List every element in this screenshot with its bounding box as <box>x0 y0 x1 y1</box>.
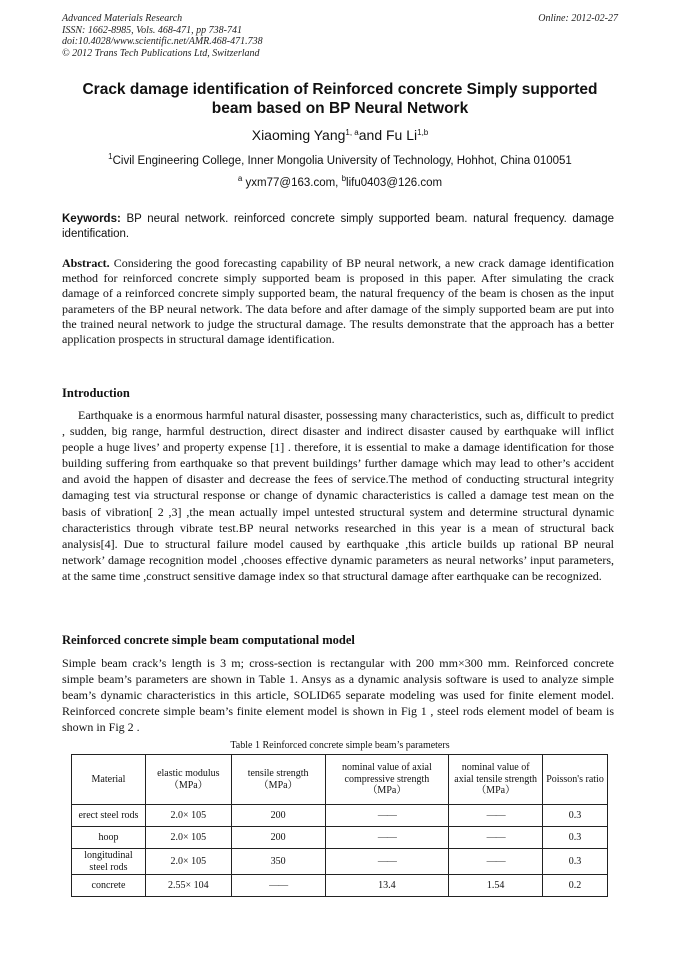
email-line <box>62 174 618 189</box>
model-body: Simple beam crack’s length is 3 m; cross-section is rectangular with 200 mm×300 mm. Reinforced concrete simple beam’s parameters are shown in Table 1. Ansys as a dynamic analysis software is used to analyze simple beam’s dynamic characteristics in this article, SOLID65 separate modeling was used for finite element model. Reinforced concrete simple beam’s finite element model is shown in Fig 1 , steel rods element model of beam is shown in Fig 2 . <box>62 656 614 735</box>
table-cell: hoop <box>72 827 146 849</box>
table-row <box>72 805 608 827</box>
table-cell: —— <box>449 827 543 849</box>
table-cell: erect steel rods <box>72 805 146 827</box>
table-cell: concrete <box>72 875 146 897</box>
affiliation-text: Civil Engineering College, Inner Mongolia University of Technology, Hohhot, China 010051 <box>112 155 572 167</box>
table-cell: 0.3 <box>543 849 608 875</box>
table-cell: —— <box>325 805 449 827</box>
table-header-cell: nominal value of axial tensile strength （MPa） <box>449 755 543 805</box>
affiliation <box>62 152 618 167</box>
author-2: and Fu Li <box>358 127 418 143</box>
table-caption: Table 1 Reinforced concrete simple beam’s parameters <box>230 740 450 751</box>
table-cell: —— <box>449 849 543 875</box>
keywords-label: Keywords: <box>62 213 121 225</box>
journal-header <box>62 13 618 59</box>
model-heading: Reinforced concrete simple beam computational model <box>62 633 355 647</box>
email-b-mark: b <box>341 174 347 183</box>
introduction-heading: Introduction <box>62 386 130 400</box>
affiliation-mark: 1 <box>108 152 113 161</box>
table-cell: 2.0× 105 <box>145 827 231 849</box>
parameters-table <box>71 754 608 897</box>
doi-line[interactable]: doi:10.4028/www.scientific.net/AMR.468-471.738 <box>62 36 263 47</box>
table-header-row <box>72 755 608 805</box>
table-cell: 200 <box>231 827 325 849</box>
table-header-cell: nominal value of axial compressive strength （MPa） <box>325 755 449 805</box>
table-cell: 200 <box>231 805 325 827</box>
table-cell: 2.0× 105 <box>145 849 231 875</box>
table-row <box>72 827 608 849</box>
abstract <box>62 256 614 347</box>
table-cell: 350 <box>231 849 325 875</box>
table-cell: 13.4 <box>325 875 449 897</box>
table-cell: 2.0× 105 <box>145 805 231 827</box>
keywords <box>62 212 614 242</box>
table-cell: 0.3 <box>543 805 608 827</box>
email-a-mark: a <box>237 174 243 183</box>
keywords-text: BP neural network. reinforced concrete simply supported beam. natural frequency. damage identification. <box>62 213 614 240</box>
email-a[interactable]: yxm77@163.com, <box>245 177 339 189</box>
introduction-body: Earthquake is a enormous harmful natural disaster, possessing many characteristics, such as, difficult to predict , sudden, big range, harmful destruction, direct disaster and indirect disaster caused by earthquake will inflict people a huge lives’ and property expense [1] . therefore, it is essential to make a damage identification for those building suffering from earthquake so that prevent buildings’ further damage which may lead to other’s accident and avoid the happen of disaster and decrease the fees of service.The method of conducting structural integrity damaging test via structural response or change of dynamic characteristics is called a damage test mean on the basis of vibration[ 2 ,3] ,the mean actually impel untested structural system and determine structural dynamic characteristics through vibrate test.BP neural networks researched in this year is a mean of structural back analysis[4]. Due to structural failure model caused by earthquake ,this article builds up rational BP neural network’ damage recognition model ,chooses effective dynamic parameters as neural networks’ input parameters, at the same time ,construct sensitive damage index so that structural damage after earthquake can be recognized. <box>62 408 614 583</box>
email-b[interactable]: lifu0403@126.com <box>346 177 443 189</box>
table-cell: 0.3 <box>543 827 608 849</box>
copyright-line: © 2012 Trans Tech Publications Ltd, Switzerland <box>62 47 260 59</box>
table-cell: 0.2 <box>543 875 608 897</box>
table-cell: —— <box>325 849 449 875</box>
online-date: Online: 2012-02-27 <box>538 13 618 24</box>
table-cell: —— <box>325 827 449 849</box>
author-1: Xiaoming Yang <box>251 127 346 143</box>
issn-line: ISSN: 1662-8985, Vols. 468-471, pp 738-741 <box>62 24 242 36</box>
table-header-cell: elastic modulus （MPa） <box>145 755 231 805</box>
table-row <box>72 875 608 897</box>
table-cell: 2.55× 104 <box>145 875 231 897</box>
abstract-text: Considering the good forecasting capability of BP neural network, a new crack damage identification method for reinforced concrete simply supported beam is proposed in this paper. After simulating the crack damage of a reinforced concrete simply supported beam, the natural frequency of the beam is chosen as the input parameters of the BP neural network. The data before and after damage of the simply supported beam are put into the trained neural network to judge the structural damage. The results demonstrate that the approach has a better application prospects in structural damage identification. <box>62 256 614 347</box>
table-cell: 1.54 <box>449 875 543 897</box>
table-header-cell: tensile strength （MPa） <box>231 755 325 805</box>
table-row <box>72 849 608 875</box>
table-cell: —— <box>231 875 325 897</box>
author-2-affil: 1,b <box>417 128 429 137</box>
table-cell: —— <box>449 805 543 827</box>
table-header-cell: Poisson's ratio <box>543 755 608 805</box>
author-1-affil: 1, a <box>345 128 359 137</box>
paper-title: Crack damage identification of Reinforced concrete Simply supported beam based on BP Neural Network <box>82 81 598 117</box>
author-line <box>62 127 618 143</box>
table-cell: longitudinal steel rods <box>72 849 146 875</box>
abstract-label: Abstract. <box>62 256 110 270</box>
journal-name: Advanced Materials Research <box>62 13 183 24</box>
table-header-cell: Material <box>72 755 146 805</box>
